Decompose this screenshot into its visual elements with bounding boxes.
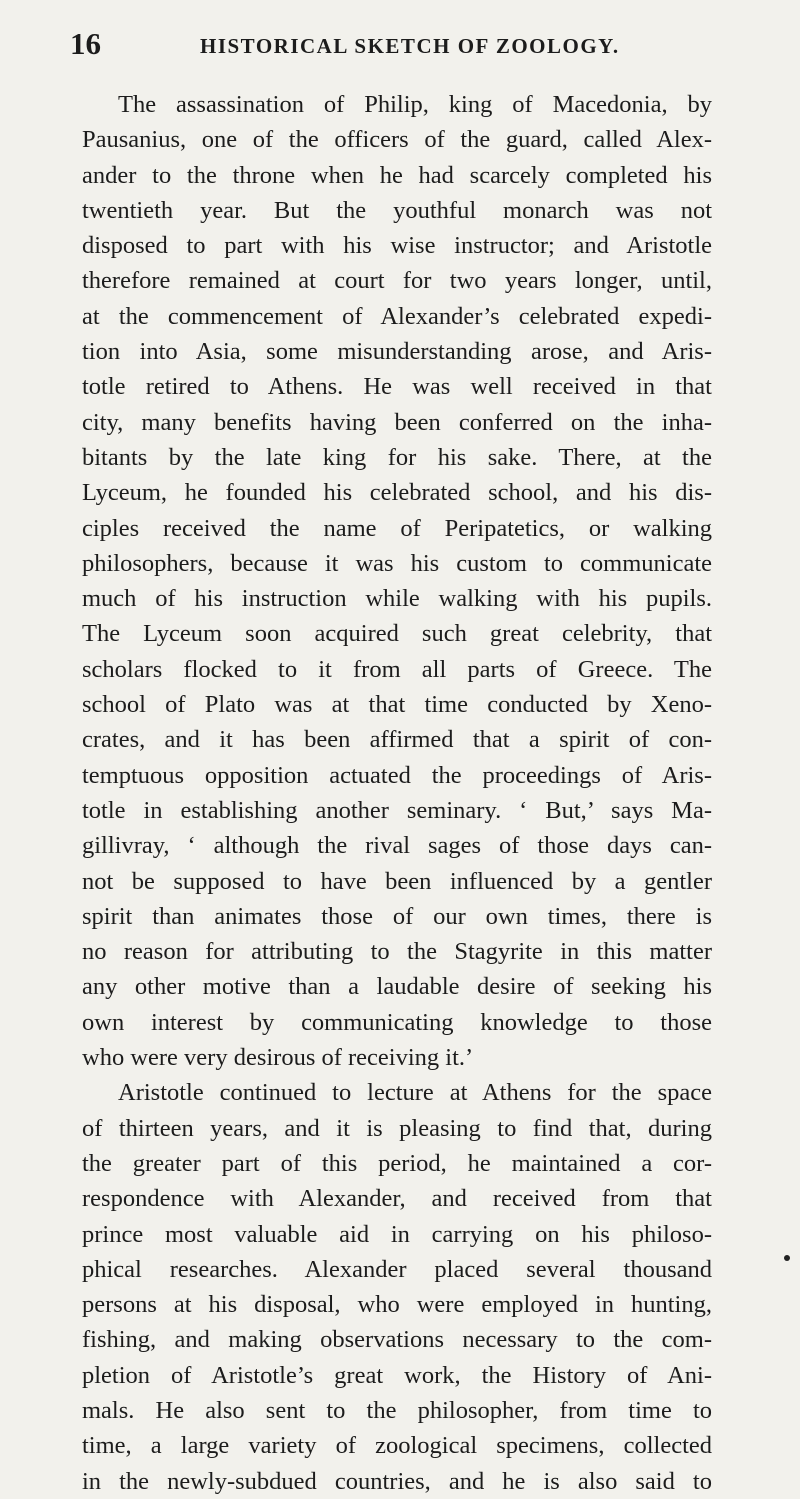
text-line: pletion of Aristotle’s great work, the History of Ani- bbox=[82, 1361, 712, 1389]
text-line: crates, and it has been affirmed that a spirit of con- bbox=[82, 726, 712, 754]
text-line: philosophers, because it was his custom to communicate bbox=[82, 549, 712, 577]
text-line: in the newly-subdued countries, and he is also said to bbox=[82, 1467, 712, 1495]
text-line: much of his instruction while walking with his pupils. bbox=[82, 585, 712, 613]
text-line: the greater part of this period, he maintained a cor- bbox=[82, 1149, 712, 1177]
text-line: Lyceum, he founded his celebrated school, and his dis- bbox=[82, 479, 712, 507]
text-line: at the commencement of Alexander’s celebrated expedi- bbox=[82, 302, 712, 330]
running-head: HISTORICAL SKETCH OF ZOOLOGY. bbox=[200, 34, 620, 58]
text-line: totle in establishing another seminary. ‘ But,’ says Ma- bbox=[82, 796, 712, 824]
text-line: scholars flocked to it from all parts of Greece. The bbox=[82, 655, 712, 683]
text-line: spirit than animates those of our own times, there is bbox=[82, 902, 712, 930]
text-line: mals. He also sent to the philosopher, from time to bbox=[82, 1396, 712, 1424]
text-line: The assassination of Philip, king of Macedonia, by bbox=[118, 91, 712, 118]
text-line: no reason for attributing to the Stagyrite in this matter bbox=[82, 938, 712, 966]
text-line: twentieth year. But the youthful monarch was not bbox=[82, 196, 712, 224]
text-line: Pausanius, one of the officers of the guard, called Alex- bbox=[82, 126, 712, 154]
body-text bbox=[82, 87, 712, 1499]
text-line: school of Plato was at that time conducted by Xeno- bbox=[82, 691, 712, 719]
text-line: fishing, and making observations necessary to the com- bbox=[82, 1326, 712, 1354]
margin-mark bbox=[784, 1255, 790, 1261]
text-line: ander to the throne when he had scarcely completed his bbox=[82, 161, 712, 189]
text-line: own interest by communicating knowledge to those bbox=[82, 1008, 712, 1036]
text-line: disposed to part with his wise instructor; and Aristotle bbox=[82, 232, 712, 260]
text-line: gillivray, ‘ although the rival sages of those days can- bbox=[82, 832, 712, 860]
text-line: tion into Asia, some misunderstanding arose, and Aris- bbox=[82, 338, 712, 366]
text-line: phical researches. Alexander placed several thousand bbox=[82, 1255, 712, 1283]
text-line: respondence with Alexander, and received from that bbox=[82, 1185, 712, 1213]
text-line: persons at his disposal, who were employed in hunting, bbox=[82, 1291, 712, 1319]
text-line: therefore remained at court for two years longer, until, bbox=[82, 267, 712, 295]
page-header bbox=[70, 26, 730, 66]
text-line: ciples received the name of Peripatetics, or walking bbox=[82, 514, 712, 542]
text-line: The Lyceum soon acquired such great celebrity, that bbox=[82, 620, 712, 648]
page-number: 16 bbox=[70, 26, 101, 61]
text-line: of thirteen years, and it is pleasing to find that, during bbox=[82, 1114, 712, 1142]
text-line: totle retired to Athens. He was well received in that bbox=[82, 373, 712, 401]
text-line: time, a large variety of zoological specimens, collected bbox=[82, 1432, 712, 1460]
text-line: any other motive than a laudable desire of seeking his bbox=[82, 973, 712, 1001]
text-line: bitants by the late king for his sake. There, at the bbox=[82, 443, 712, 471]
text-line: not be supposed to have been influenced by a gentler bbox=[82, 867, 712, 895]
text-line: city, many benefits having been conferred on the inha- bbox=[82, 408, 712, 436]
text-line: who were very desirous of receiving it.’ bbox=[82, 1044, 474, 1072]
text-line: prince most valuable aid in carrying on his philoso- bbox=[82, 1220, 712, 1248]
text-line: Aristotle continued to lecture at Athens for the space bbox=[118, 1079, 712, 1107]
text-line: temptuous opposition actuated the proceedings of Aris- bbox=[82, 761, 712, 789]
